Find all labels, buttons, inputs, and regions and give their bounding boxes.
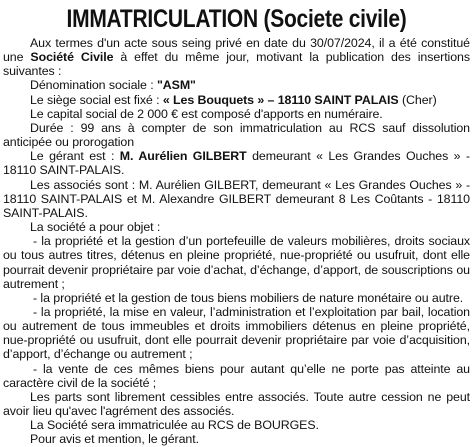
siege-value: « Les Bouquets » – 18110 SAINT PALAIS xyxy=(162,92,399,107)
siege-label: Le siège social est fixé : xyxy=(30,92,160,107)
gerant-line xyxy=(3,149,470,177)
gerant-label: Le gérant est : xyxy=(30,149,115,164)
closing-line: Pour avis et mention, le gérant. xyxy=(30,432,199,447)
intro-text: Aux termes d'un acte sous seing privé en date du 30/07/2024, il a été constitué une xyxy=(3,36,470,65)
denomination-value: "ASM" xyxy=(156,78,196,93)
notice-body xyxy=(3,36,470,447)
notice-title: IMMATRICULATION (Societe civile) xyxy=(66,5,407,33)
denomination-line xyxy=(3,78,470,92)
company-type: Société Civile xyxy=(30,50,114,65)
denomination-label: Dénomination sociale : xyxy=(30,78,154,93)
siege-line xyxy=(3,93,470,107)
gerant-name: M. Aurélien GILBERT xyxy=(119,149,247,164)
capital-line: Le capital social de 2 000 € est composé d'apports en numéraire. xyxy=(30,106,383,121)
objet-item: - la propriété et la gestion de tous biens mobiliers de nature monétaire ou autre. xyxy=(33,290,464,305)
gerant-address: demeurant « Les Grandes Ouches » - 18110 SAINT-PALAIS. xyxy=(3,149,470,178)
objet-item: - la propriété, la mise en valeur, l’administration et l’exploitation par bail, location ou autrement de tous immeubles et droits immobiliers détenus en pleine propriété, nue-propriété ou usufruit, dont elle pourrait devenir propriétaire par voie d’acquisition, d’apport, d’échange ou autrement ; xyxy=(3,304,470,362)
duree-line: Durée : 99 ans à compter de son immatriculation au RCS sauf dissolution anticipée ou prorogation xyxy=(3,120,470,150)
objet-item: - la propriété et la gestion d’un portefeuille de valeurs mobilières, droits sociaux ou tous autres titres, détenus en pleine propriété, nue-propriété ou usufruit, dont elle pourrait devenir propriétaire par voie d’achat, d’échange, d’apport, de souscriptions ou autrement ; xyxy=(3,234,470,291)
parts-line: Les parts sont librement cessibles entre associés. Toute autre cession ne peut avoir lieu qu'avec l'agrément des associés. xyxy=(3,389,470,419)
rcs-line: La Société sera immatriculée au RCS de BOURGES. xyxy=(30,418,319,433)
intro-paragraph xyxy=(3,36,470,78)
objet-item: - la vente de ces mêmes biens pour autant qu’elle ne porte pas atteinte au caractère civil de la société ; xyxy=(3,361,470,390)
associes-line: Les associés sont : M. Aurélien GILBERT, demeurant « Les Grandes Ouches » - 18110 SAINT-PALAIS et M. Alexandre GILBERT demeurant 8 Les Coûtants - 18110 SAINT-PALAIS. xyxy=(3,177,470,220)
intro-text-end: à effet du même jour, motivant la publication des insertions suivantes : xyxy=(3,50,470,79)
objet-heading: La société a pour objet : xyxy=(30,220,161,235)
siege-suffix: (Cher) xyxy=(401,92,437,107)
